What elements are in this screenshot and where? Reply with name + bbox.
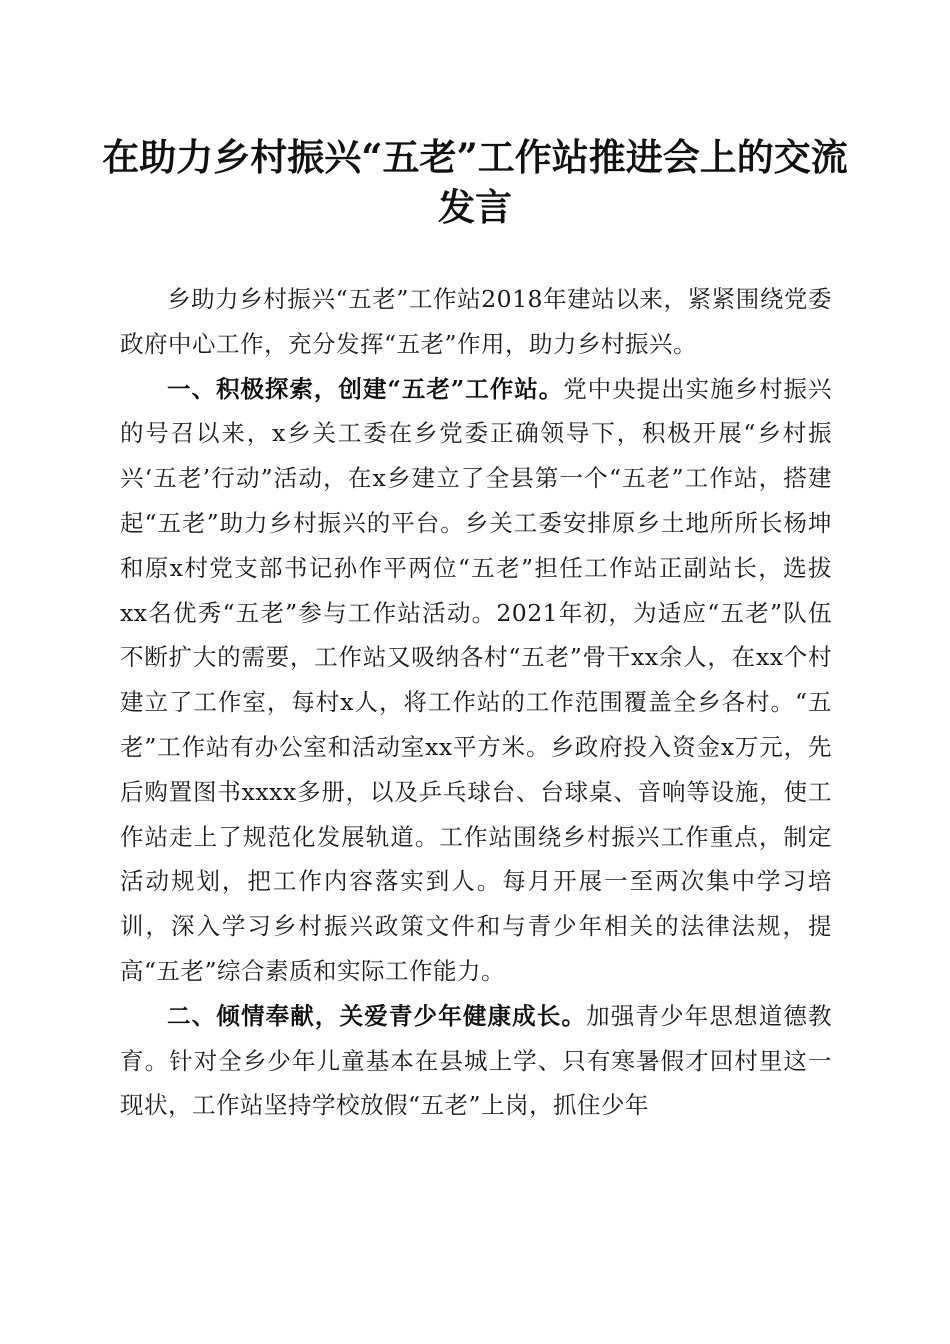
paragraph-section-2 <box>120 994 832 1128</box>
paragraph-text: 加强青少年思想道德教育。针对全乡少年儿童基本在县城上学、只有寒暑假才回村里这一现状，工作站坚持学校放假“五老”上岗，抓住少年 <box>120 1001 833 1120</box>
document-title: 在助力乡村振兴“五老”工作站推进会上的交流发言 <box>102 135 848 229</box>
section-heading: 二、倾情奉献，关爱青少年健康成长。 <box>167 1001 587 1030</box>
section-heading: 一、积极探索，创建“五老”工作站。 <box>167 374 564 403</box>
paragraph-intro <box>120 277 832 367</box>
paragraph-section-1 <box>120 367 832 994</box>
paragraph-text: 党中央提出实施乡村振兴的号召以来，x乡关工委在乡党委正确领导下，积极开展“乡村振兴‘五老’行动”活动，在x乡建立了全县第一个“五老”工作站，搭建起“五老”助力乡村振兴的平台。乡关工委安排原乡土地所所长杨坤和原x村党支部书记孙作平两位“五老”担任工作站正副站长，选拔xx名优秀“五老”参与工作站活动。2021年初，为适应“五老”队伍不断扩大的需要，工作站又吸纳各村“五老”骨干xx余人，在xx个村建立了工作室，每村x人，将工作站的工作范围覆盖全乡各村。“五老”工作站有办公室和活动室xx平方米。乡政府投入资金x万元，先后购置图书xxxx多册，以及乒乓球台、台球桌、音响等设施，使工作站走上了规范化发展轨道。工作站围绕乡村振兴工作重点，制定活动规划，把工作内容落实到人。每月开展一至两次集中学习培训，深入学习乡村振兴政策文件和与青少年相关的法律法规，提高“五老”综合素质和实际工作能力。 <box>120 374 833 985</box>
paragraph-text: 乡助力乡村振兴“五老”工作站2018年建站以来，紧紧围绕党委政府中心工作，充分发挥“五老”作用，助力乡村振兴。 <box>120 285 832 358</box>
document-body <box>120 277 832 1128</box>
